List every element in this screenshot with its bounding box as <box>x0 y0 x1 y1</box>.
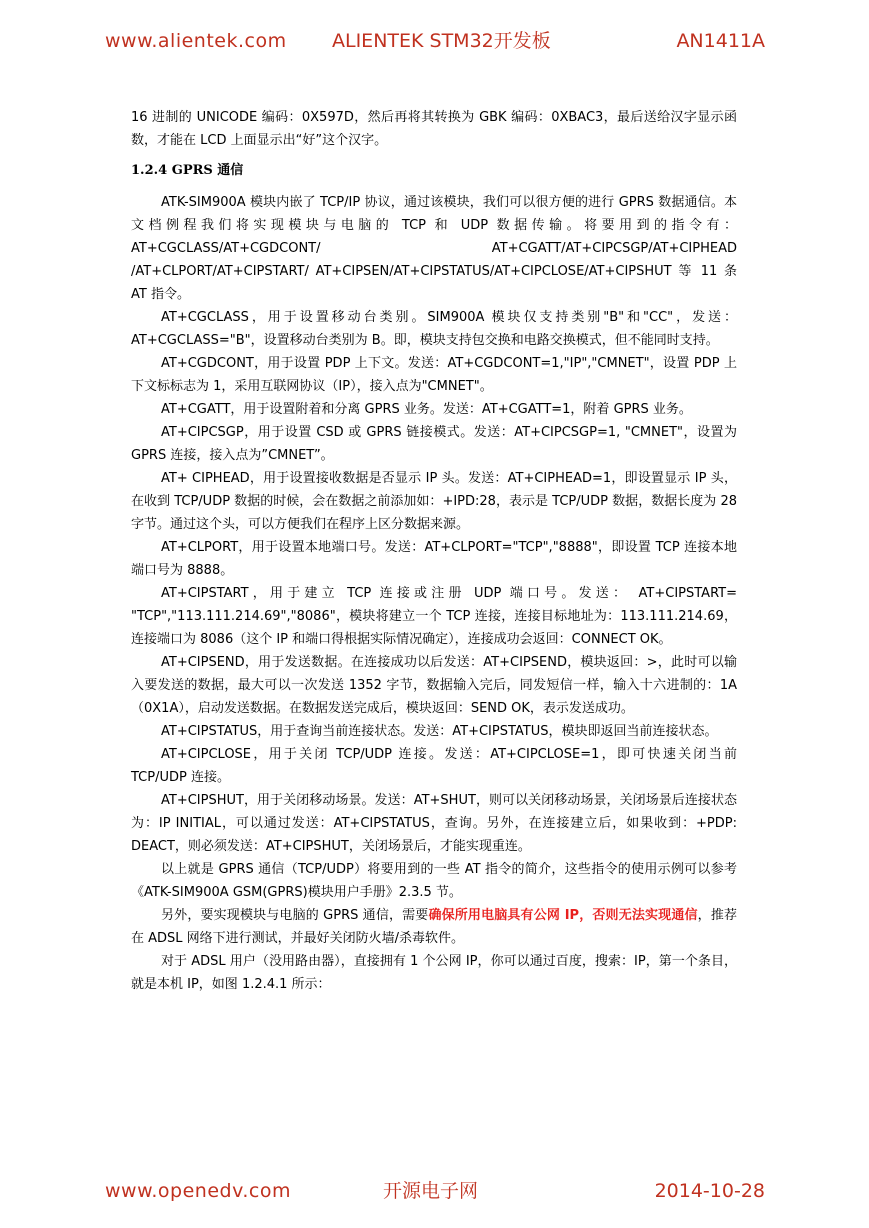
paragraph-cipstatus: AT+CIPSTATUS，用于查询当前连接状态。发送：AT+CIPSTATUS，模块即返回当前连接状态。 <box>161 724 718 739</box>
paragraph-cgatt: AT+CGATT，用于设置附着和分离 GPRS 业务。发送：AT+CGATT=1，附着 GPRS 业务。 <box>161 402 692 417</box>
paragraph-cgclass: AT+CGCLASS，用于设置移动台类别。SIM900A 模块仅支持类别"B"和"CC"，发送：AT+CGCLASS="B"，设置移动台类别为 B。即，模块支持包交换和电路交换模式，但不能同时支持。 <box>131 310 737 348</box>
paragraph-ciphead: AT+ CIPHEAD，用于设置接收数据是否显示 IP 头。发送：AT+CIPHEAD=1，即设置显示 IP 头，在收到 TCP/UDP 数据的时候，会在数据之前添加如：+IPD:28，表示是 TCP/UDP 数据，数据长度为 28 字节。通过这个头，可以方便我们在程序上区分数据来源。 <box>131 471 737 532</box>
footer-date: 2014-10-28 <box>654 1180 765 1202</box>
paragraph-cgdcont: AT+CGDCONT，用于设置 PDP 上下文。发送：AT+CGDCONT=1,"IP","CMNET"，设置 PDP 上下文标标志为 1，采用互联网协议（IP），接入点为"CMNET"。 <box>131 356 737 394</box>
footer-site-url[interactable]: www.openedv.com <box>105 1180 291 1202</box>
paragraph-clport: AT+CLPORT，用于设置本地端口号。发送：AT+CLPORT="TCP","8888"，即设置 TCP 连接本地端口号为 8888。 <box>131 540 737 578</box>
requirement-highlight: 确保所用电脑具有公网 IP，否则无法实现通信 <box>428 908 698 923</box>
paragraph-adsl-users: 对于 ADSL 用户（没用路由器），直接拥有 1 个公网 IP，你可以通过百度，搜索：IP，第一个条目，就是本机 IP，如图 1.2.4.1 所示： <box>131 954 737 992</box>
footer-title: 开源电子网 <box>383 1180 479 1202</box>
paragraph-cipshut: AT+CIPSHUT，用于关闭移动场景。发送：AT+SHUT，则可以关闭移动场景，关闭场景后连接状态为：IP INITIAL，可以通过发送：AT+CIPSTATUS，查询。另外，在连接建立后，如果收到：+PDP: DEACT，则必须发送：AT+CIPSHUT，关闭场景后，才能实现重连。 <box>131 793 737 854</box>
page-footer <box>0 1176 869 1206</box>
paragraph-cipclose: AT+CIPCLOSE，用于关闭 TCP/UDP 连接。发送：AT+CIPCLOSE=1，即可快速关闭当前 TCP/UDP 连接。 <box>131 747 737 785</box>
paragraph-cipstart: AT+CIPSTART，用于建立 TCP 连接或注册 UDP 端口号。发送： AT+CIPSTART= "TCP","113.111.214.69","8086"，模块将建立一个 TCP 连接，连接目标地址为：113.111.214.69，连接端口为 8086（这个 IP 和端口得根据实际情况确定），连接成功会返回：CONNECT OK。 <box>131 586 737 647</box>
page-header <box>0 26 869 56</box>
paragraph-cipcsgp: AT+CIPCSGP，用于设置 CSD 或 GPRS 链接模式。发送：AT+CIPCSGP=1, "CMNET"，设置为 GPRS 连接，接入点为”CMNET”。 <box>131 425 737 463</box>
requirement-text-start: 另外，要实现模块与电脑的 GPRS 通信，需要 <box>161 908 429 923</box>
requirement-text-end: ，推荐在 ADSL 网络下进行测试，并最好关闭防火墙/杀毒软件。 <box>131 908 737 946</box>
document-body <box>131 106 737 996</box>
paragraph-cipsend: AT+CIPSEND，用于发送数据。在连接成功以后发送：AT+CIPSEND，模块返回：>，此时可以输入要发送的数据，最大可以一次发送 1352 字节，数据输入完后，同发短信一样，输入十六进制的：1A（0X1A），启动发送数据。在数据发送完成后，模块返回：SEND OK，表示发送成功。 <box>131 655 737 716</box>
paragraph-summary: 以上就是 GPRS 通信（TCP/UDP）将要用到的一些 AT 指令的简介，这些指令的使用示例可以参考《ATK-SIM900A GSM(GPRS)模块用户手册》2.3.5 节。 <box>131 862 737 900</box>
intro-paragraph: 16 进制的 UNICODE 编码：0X597D，然后再将其转换为 GBK 编码：0XBAC3，最后送给汉字显示函数，才能在 LCD 上面显示出“好”这个汉字。 <box>131 110 737 148</box>
section-title: 1.2.4 GPRS 通信 <box>131 163 244 178</box>
paragraph-gprs-overview: ATK-SIM900A 模块内嵌了 TCP/IP 协议，通过该模块，我们可以很方便的进行 GPRS 数据通信。本文档例程我们将实现模块与电脑的 TCP 和 UDP 数据传输。将要用到的指令有：AT+CGCLASS/AT+CGDCONT/ AT+CGATT/AT+CIPCSGP/AT+CIPHEAD /AT+CLPORT/AT+CIPSTART/ AT+CIPSEN/AT+CIPSTATUS/AT+CIPCLOSE/AT+CIPSHUT 等 11 条 AT 指令。 <box>131 195 737 302</box>
paragraph-public-ip-requirement <box>131 904 737 950</box>
header-site-url[interactable]: www.alientek.com <box>105 30 287 52</box>
header-title: ALIENTEK STM32开发板 <box>332 30 551 52</box>
header-document-code: AN1411A <box>676 30 765 52</box>
